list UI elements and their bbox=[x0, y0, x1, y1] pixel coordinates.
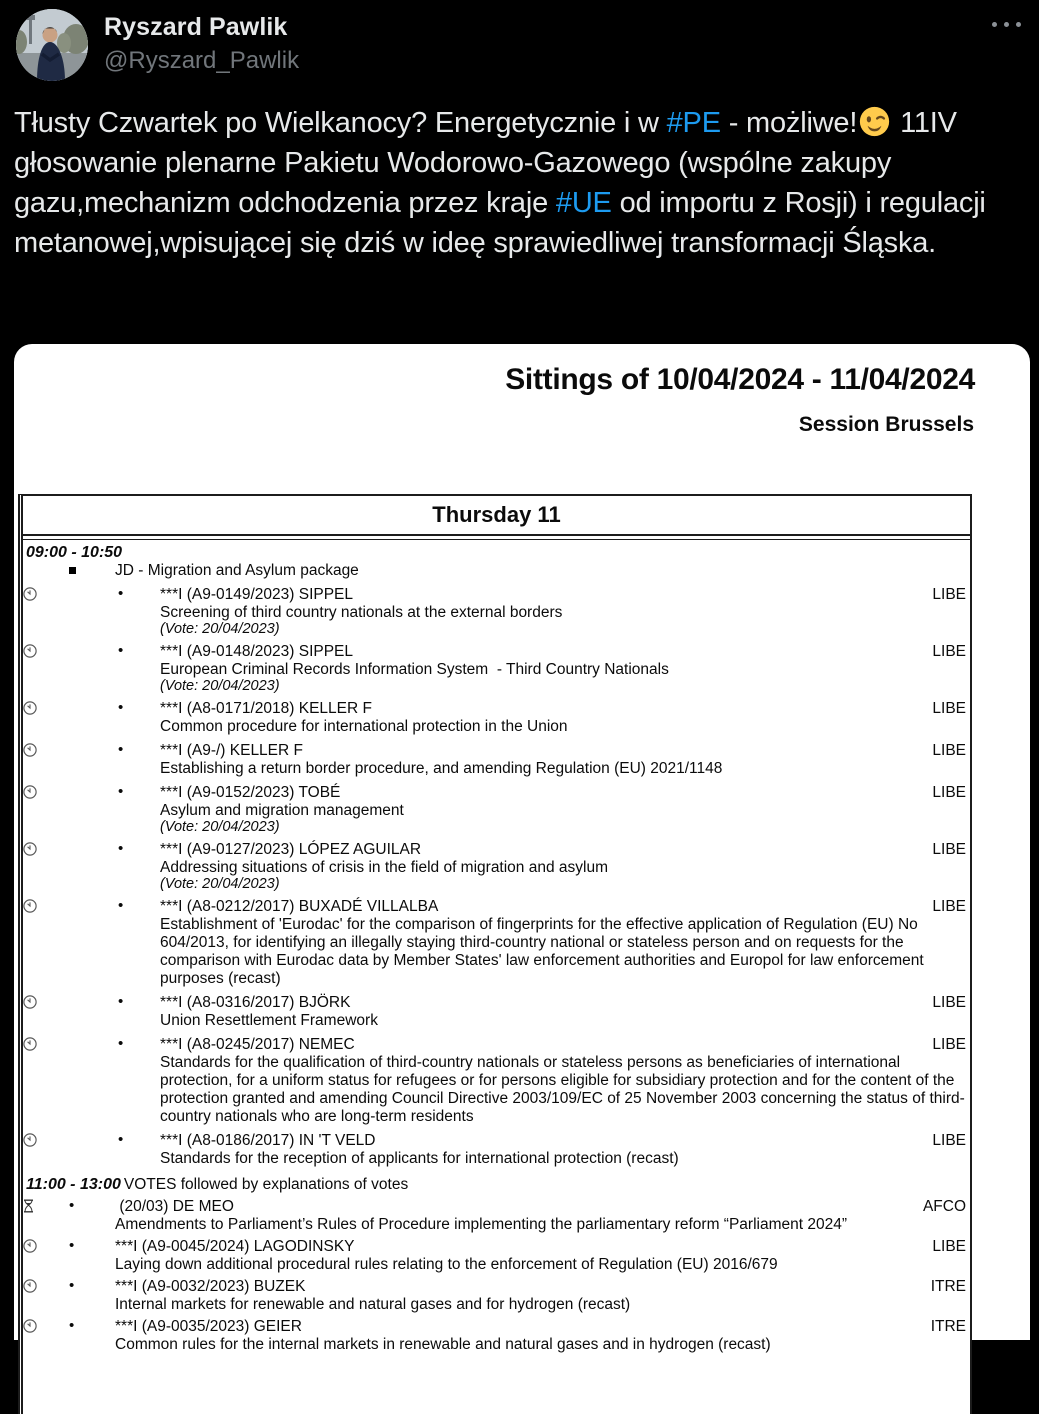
committee-label: LIBE bbox=[932, 700, 966, 717]
hashtag-link[interactable]: #UE bbox=[555, 187, 612, 219]
doc-subtitle: Session Brussels bbox=[798, 413, 974, 436]
item-description: European Criminal Records Information System - Third Country Nationals bbox=[160, 661, 669, 678]
item-description: Establishment of 'Eurodac' for the comparison of fingerprints for the effective application of Regulation (EU) No 604/2013, for identifying an illegally staying third-country national or stateless person and on requests for the comparison with Eurodac data by Member States' law enforcement authorities and Europol for law enforcement purposes (recast) bbox=[160, 916, 929, 987]
committee-label: LIBE bbox=[932, 784, 966, 801]
committee-label: LIBE bbox=[932, 1238, 966, 1255]
item-reference: ***I (A9-/) KELLER F bbox=[160, 742, 303, 759]
committee-label: LIBE bbox=[932, 742, 966, 759]
agenda-item-content bbox=[160, 586, 968, 637]
agenda-item-content bbox=[160, 994, 968, 1030]
hashtag-link[interactable]: #PE bbox=[666, 107, 721, 139]
agenda-item bbox=[23, 1198, 970, 1234]
clock-icon bbox=[23, 899, 37, 913]
bullet-icon: • bbox=[69, 1317, 75, 1334]
item-description: Establishing a return border procedure, and amending Regulation (EU) 2021/1148 bbox=[160, 760, 723, 777]
item-reference: ***I (A8-0171/2018) KELLER F bbox=[160, 700, 372, 717]
agenda-item bbox=[23, 1238, 970, 1274]
item-reference: ***I (A9-0045/2024) LAGODINSKY bbox=[115, 1238, 355, 1255]
session-time-row bbox=[23, 1176, 970, 1194]
agenda-item bbox=[23, 1318, 970, 1354]
agenda-item-content bbox=[160, 1132, 968, 1168]
more-options-button[interactable] bbox=[988, 18, 1025, 31]
avatar[interactable] bbox=[16, 9, 88, 81]
committee-label: LIBE bbox=[932, 1036, 966, 1053]
session-time-range: 09:00 - 10:50 bbox=[26, 544, 123, 561]
clock-icon bbox=[23, 644, 37, 658]
clock-icon-cell bbox=[23, 995, 38, 1010]
item-vote-note: (Vote: 20/04/2023) bbox=[160, 678, 280, 694]
clock-icon bbox=[23, 1319, 37, 1333]
item-vote-note: (Vote: 20/04/2023) bbox=[160, 819, 280, 835]
bullet-icon: • bbox=[118, 1035, 124, 1052]
item-reference: ***I (A9-0127/2023) LÓPEZ AGUILAR bbox=[160, 841, 422, 858]
agenda-table-body bbox=[23, 540, 970, 1414]
clock-icon-cell bbox=[23, 644, 38, 659]
clock-icon bbox=[23, 1037, 37, 1051]
item-reference: ***I (A9-0152/2023) TOBÉ bbox=[160, 784, 341, 801]
item-reference: ***I (A9-0032/2023) BUZEK bbox=[115, 1278, 306, 1295]
bullet-icon: • bbox=[118, 741, 124, 758]
item-reference: ***I (A8-0245/2017) NEMEC bbox=[160, 1036, 355, 1053]
agenda-item-content bbox=[115, 1278, 968, 1314]
bullet-icon: • bbox=[118, 993, 124, 1010]
embedded-agenda-image[interactable] bbox=[14, 344, 1030, 1353]
clock-icon bbox=[23, 785, 37, 799]
clock-icon-cell bbox=[23, 1239, 38, 1254]
clock-icon-cell bbox=[23, 899, 38, 914]
item-description: Common procedure for international protection in the Union bbox=[160, 718, 568, 735]
bullet-icon: • bbox=[69, 1277, 75, 1294]
agenda-item-content bbox=[160, 643, 968, 694]
agenda-item-content bbox=[115, 1238, 968, 1274]
committee-label: AFCO bbox=[922, 1198, 966, 1215]
agenda-item-content bbox=[160, 841, 968, 892]
clock-icon-cell bbox=[23, 785, 38, 800]
agenda-item-content bbox=[160, 898, 968, 988]
item-description: Addressing situations of crisis in the field of migration and asylum bbox=[160, 859, 608, 876]
clock-icon-cell bbox=[23, 701, 38, 716]
committee-label: LIBE bbox=[932, 898, 966, 915]
hourglass-icon-cell bbox=[23, 1199, 38, 1214]
item-vote-note: (Vote: 20/04/2023) bbox=[160, 621, 280, 637]
bullet-icon: • bbox=[118, 1131, 124, 1148]
bullet-icon: • bbox=[118, 585, 124, 602]
tweet-text-segment: Tłusty Czwartek po Wielkanocy? Energetycznie i w bbox=[14, 107, 667, 139]
agenda-item-content bbox=[115, 1318, 968, 1354]
clock-icon-cell bbox=[23, 743, 38, 758]
session-time-note: VOTES followed by explanations of votes bbox=[123, 1176, 409, 1193]
item-reference: ***I (A9-0148/2023) SIPPEL bbox=[160, 643, 354, 660]
display-name[interactable]: Ryszard Pawlik bbox=[104, 13, 288, 41]
agenda-item-content bbox=[160, 700, 968, 736]
item-description: Amendments to Parliament’s Rules of Procedure implementing the parliamentary reform “Parliament 2024” bbox=[115, 1216, 847, 1233]
item-description: Union Resettlement Framework bbox=[160, 1012, 378, 1029]
avatar-photo bbox=[16, 9, 88, 81]
bullet-icon: • bbox=[69, 1237, 75, 1254]
agenda-item-content bbox=[160, 784, 968, 835]
tweet-text-segment: - możliwe! bbox=[720, 107, 858, 139]
tweet-text-segment: od importu z Rosji) i regulacji metanowej,wpisującej się dziś w ideę sprawiedliwej transformacji Śląska. bbox=[14, 187, 986, 259]
agenda-item bbox=[23, 1036, 970, 1126]
item-reference: (20/03) DE MEO bbox=[115, 1198, 234, 1215]
bullet-icon: • bbox=[69, 1197, 75, 1214]
day-header: Thursday 11 bbox=[23, 496, 970, 536]
agenda-item bbox=[23, 898, 970, 988]
agenda-item bbox=[23, 742, 970, 778]
agenda-item bbox=[23, 784, 970, 835]
clock-icon bbox=[23, 587, 37, 601]
package-row bbox=[23, 562, 970, 580]
item-description: Standards for the reception of applicants for international protection (recast) bbox=[160, 1150, 679, 1167]
committee-label: LIBE bbox=[932, 994, 966, 1011]
item-description: Internal markets for renewable and natural gases and for hydrogen (recast) bbox=[115, 1296, 631, 1313]
agenda-item bbox=[23, 700, 970, 736]
committee-label: ITRE bbox=[930, 1278, 966, 1295]
agenda-item bbox=[23, 586, 970, 637]
bullet-icon: • bbox=[118, 642, 124, 659]
clock-icon bbox=[23, 701, 37, 715]
package-title: JD - Migration and Asylum package bbox=[115, 562, 359, 579]
bullet-icon: • bbox=[118, 840, 124, 857]
bullet-icon: • bbox=[118, 783, 124, 800]
committee-label: LIBE bbox=[932, 841, 966, 858]
committee-label: LIBE bbox=[932, 1132, 966, 1149]
item-vote-note: (Vote: 20/04/2023) bbox=[160, 876, 280, 892]
agenda-item-content bbox=[160, 742, 968, 778]
clock-icon-cell bbox=[23, 1279, 38, 1294]
agenda-item bbox=[23, 841, 970, 892]
doc-title: Sittings of 10/04/2024 - 11/04/2024 bbox=[505, 363, 975, 396]
committee-label: ITRE bbox=[930, 1318, 966, 1335]
more-dot-icon bbox=[992, 22, 997, 27]
agenda-item bbox=[23, 643, 970, 694]
square-bullet-icon bbox=[69, 567, 76, 574]
wink-emoji bbox=[859, 106, 890, 137]
tweet-header bbox=[16, 8, 1025, 86]
agenda-item bbox=[23, 1132, 970, 1168]
session-time-range: 11:00 - 13:00 bbox=[26, 1176, 121, 1193]
bullet-icon: • bbox=[118, 897, 124, 914]
tweet-text bbox=[14, 103, 1028, 263]
clock-icon-cell bbox=[23, 1037, 38, 1052]
agenda-item bbox=[23, 994, 970, 1030]
clock-icon bbox=[23, 1239, 37, 1253]
hourglass-icon bbox=[23, 1199, 34, 1213]
clock-icon bbox=[23, 1133, 37, 1147]
clock-icon-cell bbox=[23, 842, 38, 857]
item-description: Laying down additional procedural rules relating to the enforcement of Regulation (EU) 2016/679 bbox=[115, 1256, 778, 1273]
clock-icon bbox=[23, 842, 37, 856]
session-time-row bbox=[23, 544, 970, 562]
clock-icon bbox=[23, 995, 37, 1009]
clock-icon bbox=[23, 743, 37, 757]
item-reference: ***I (A8-0316/2017) BJÖRK bbox=[160, 994, 351, 1011]
more-dot-icon bbox=[1016, 22, 1021, 27]
committee-label: LIBE bbox=[932, 586, 966, 603]
item-description: Asylum and migration management bbox=[160, 802, 404, 819]
tweet-text-segment: 11IV głosowanie plenarne Pakietu Wodorowo-Gazowego (wspólne zakupy gazu,mechanizm odchodzenia przez kraje bbox=[14, 107, 957, 219]
item-reference: ***I (A9-0149/2023) SIPPEL bbox=[160, 586, 354, 603]
clock-icon-cell bbox=[23, 1133, 38, 1148]
item-description: Common rules for the internal markets in renewable and natural gases and in hydrogen (recast) bbox=[115, 1336, 771, 1353]
agenda-item-content bbox=[115, 1198, 968, 1234]
item-reference: ***I (A8-0186/2017) IN 'T VELD bbox=[160, 1132, 376, 1149]
clock-icon bbox=[23, 1279, 37, 1293]
more-dot-icon bbox=[1004, 22, 1009, 27]
item-description: Standards for the qualification of third-country nationals or stateless persons as beneficiaries of international protection, for a uniform status for refugees or for persons eligible for subsidiary protection and for the content of the protection granted and amending Council Directive 2003/109/EC of 25 November 2003 concerning the status of third-country nationals who are long-term residents bbox=[160, 1054, 965, 1125]
item-reference: ***I (A8-0212/2017) BUXADÉ VILLALBA bbox=[160, 898, 439, 915]
item-reference: ***I (A9-0035/2023) GEIER bbox=[115, 1318, 302, 1335]
agenda-table bbox=[18, 494, 972, 1414]
agenda-item bbox=[23, 1278, 970, 1314]
committee-label: LIBE bbox=[932, 643, 966, 660]
item-description: Screening of third country nationals at the external borders bbox=[160, 604, 563, 621]
user-handle: @Ryszard_Pawlik bbox=[104, 47, 300, 74]
clock-icon-cell bbox=[23, 1319, 38, 1334]
bullet-icon: • bbox=[118, 699, 124, 716]
clock-icon-cell bbox=[23, 587, 38, 602]
agenda-item-content bbox=[160, 1036, 968, 1126]
user-names bbox=[104, 11, 299, 77]
